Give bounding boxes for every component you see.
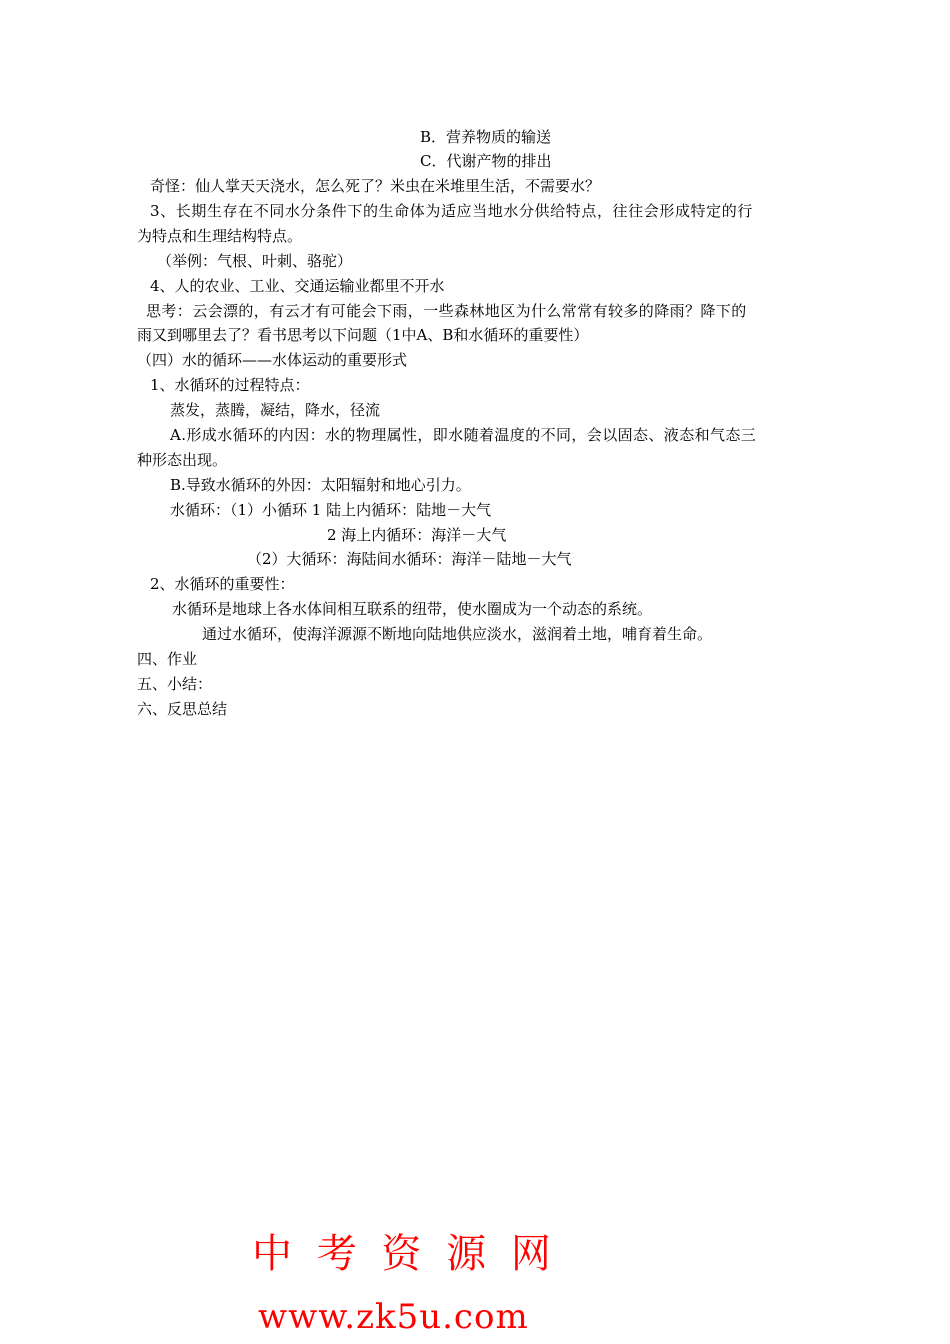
text-line: 水循环是地球上各水体间相互联系的纽带，使水圈成为一个动态的系统。 xyxy=(172,600,653,618)
site-watermark-url: www.zk5u.com xyxy=(258,1297,529,1337)
text-line: C．代谢产物的排出 xyxy=(420,152,552,170)
section-heading: （四）水的循环——水体运动的重要形式 xyxy=(137,351,408,369)
text-line: 雨又到哪里去了？看书思考以下问题（1中A、B和水循环的重要性） xyxy=(137,326,589,344)
text-line: 2 海上内循环：海洋－大气 xyxy=(327,526,507,544)
text-line: B．营养物质的输送 xyxy=(420,128,552,146)
section-heading: 五、小结： xyxy=(137,675,213,693)
text-line: 4、人的农业、工业、交通运输业都里不开水 xyxy=(150,277,445,295)
text-line: B.导致水循环的外因：太阳辐射和地心引力。 xyxy=(170,476,471,494)
text-line: 通过水循环，使海洋源源不断地向陆地供应淡水，滋润着土地，哺育着生命。 xyxy=(202,625,713,643)
text-line: 种形态出现。 xyxy=(137,451,228,469)
text-line: A.形成水循环的内因：水的物理属性，即水随着温度的不同，会以固态、液态和气态三 xyxy=(170,426,757,444)
text-line: 水循环：（1）小循环 1 陆上内循环：陆地－大气 xyxy=(170,501,492,519)
text-line: 思考：云会漂的，有云才有可能会下雨，一些森林地区为什么常常有较多的降雨？降下的 xyxy=(146,302,747,320)
section-heading: 四、作业 xyxy=(137,650,198,668)
text-line: 3、长期生存在不同水分条件下的生命体为适应当地水分供给特点，往往会形成特定的行 xyxy=(150,202,753,220)
section-heading: 六、反思总结 xyxy=(137,700,228,718)
text-line: 1、水循环的过程特点： xyxy=(150,376,310,394)
text-line: 为特点和生理结构特点。 xyxy=(137,227,303,245)
text-line: 奇怪：仙人掌天天浇水，怎么死了？米虫在米堆里生活，不需要水？ xyxy=(150,177,601,195)
text-line: 2、水循环的重要性： xyxy=(150,575,295,593)
text-line: 蒸发，蒸腾，凝结，降水，径流 xyxy=(170,401,381,419)
text-line: （2）大循环：海陆间水循环：海洋－陆地－大气 xyxy=(247,550,572,568)
text-line: （举例：气根、叶刺、骆驼） xyxy=(157,252,353,270)
site-watermark-name: 中 考 资 源 网 xyxy=(252,1231,557,1277)
